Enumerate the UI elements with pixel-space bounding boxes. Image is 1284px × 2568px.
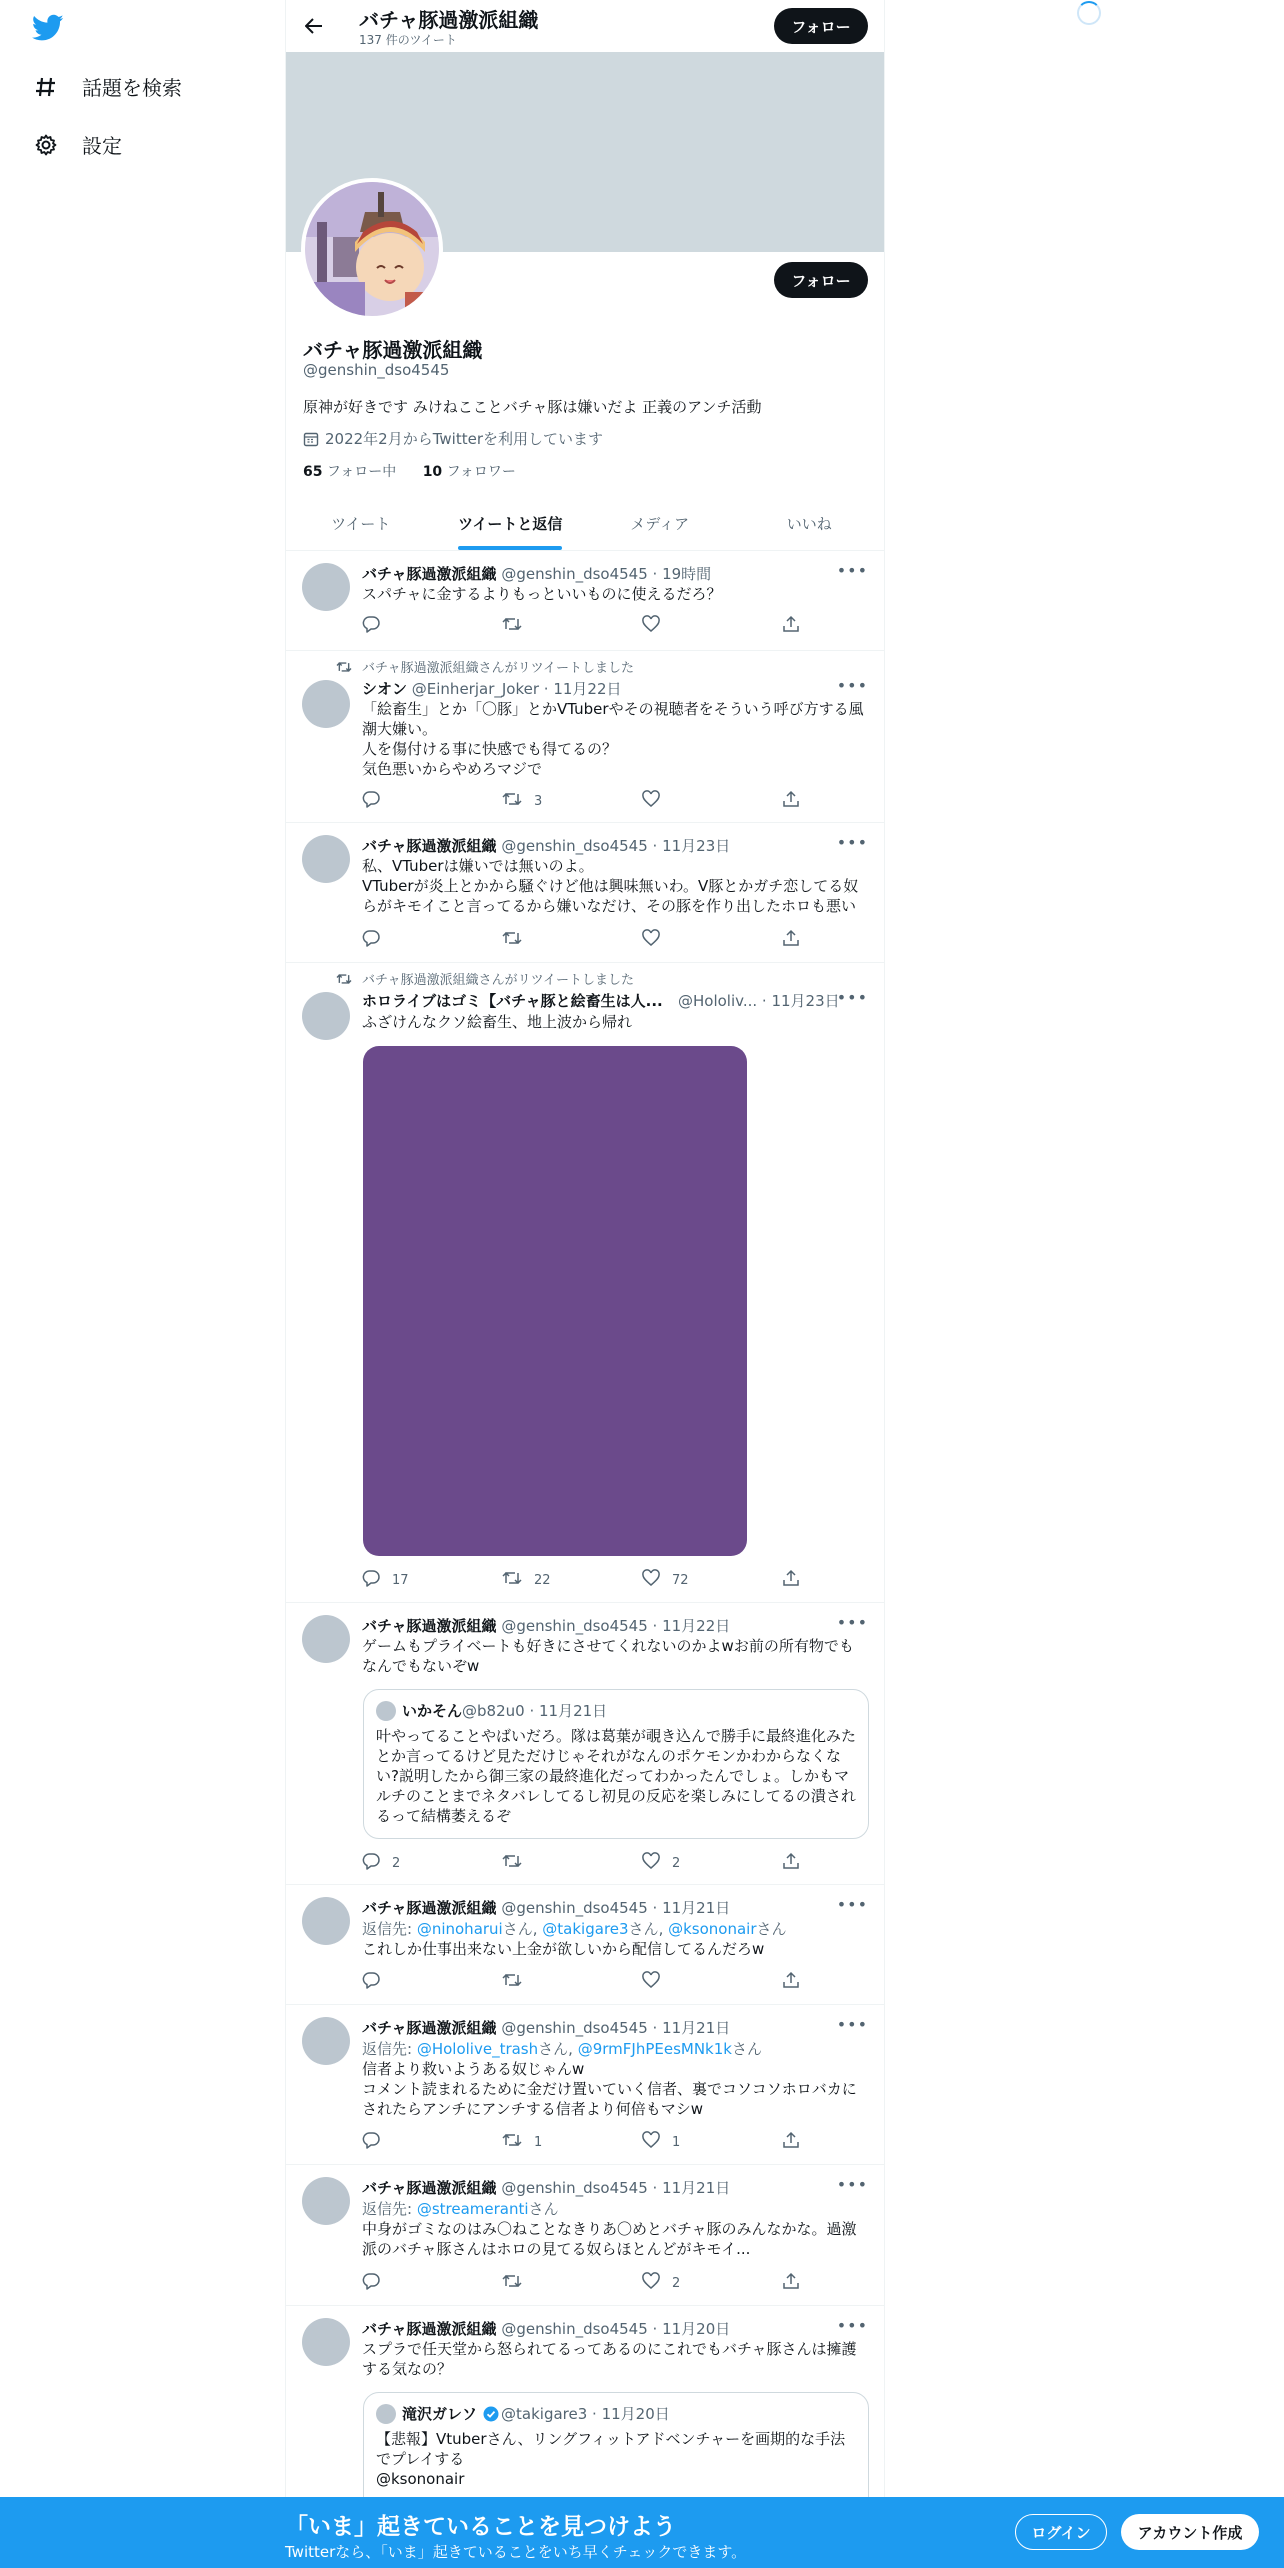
login-button[interactable]: ログイン [1015, 2514, 1107, 2550]
retweet-icon [502, 615, 522, 637]
reply-button[interactable] [362, 1853, 472, 1873]
nav-settings-label: 設定 [82, 134, 122, 158]
reply-button[interactable] [362, 2132, 472, 2152]
reply-icon [362, 929, 380, 951]
reply-to-prefix: 返信先: [362, 1920, 417, 1938]
signup-button[interactable]: アカウント作成 [1121, 2514, 1259, 2550]
tweet[interactable] [286, 2165, 884, 2306]
retweet-button[interactable] [502, 1972, 612, 1992]
tweet-text: スプラで任天堂から怒られてるってあるのにこれでもバチャ豚さんは擁護する気なの？ [362, 2340, 857, 2378]
followers-link[interactable] [423, 464, 516, 480]
following-link[interactable] [303, 464, 396, 480]
more-icon[interactable]: ••• [836, 1895, 868, 1914]
avatar[interactable] [302, 2318, 350, 2366]
reply-count: 17 [392, 1572, 409, 1588]
heart-icon [642, 1971, 660, 1993]
tweet[interactable] [286, 823, 884, 963]
nav-explore[interactable] [32, 72, 182, 101]
tweet-text: 私、VTuberは嫌いでは無いのよ。 VTuberが炎上とかから騒ぐけど他は興味無いわ。V豚とかガチ恋してる奴らがキモイこと言ってるから嫌いなだけ、その豚を作り出したホロも悪い [362, 857, 859, 915]
heart-icon [642, 2131, 660, 2153]
reply-to-suffix: さん [756, 1920, 787, 1938]
followers-count: 10 [422, 464, 443, 480]
tweet-meta [362, 835, 870, 856]
nav-explore-label: 話題を検索 [82, 76, 182, 100]
tweet[interactable] [286, 551, 884, 651]
retweet-button[interactable] [502, 1570, 612, 1590]
tweet-handle-time[interactable]: @Einherjar_Joker · 11月22日 [407, 680, 622, 698]
like-count: 2 [672, 2275, 681, 2291]
quoted-author: いかそん [402, 1702, 463, 1720]
quoted-handle-time: @takigare3 · 11月20日 [501, 2405, 670, 2423]
reply-icon [362, 790, 380, 812]
reply-button[interactable] [362, 2273, 472, 2293]
hashtag-icon [32, 73, 60, 101]
gear-icon [32, 131, 60, 159]
bottom-bar-title: 「いま」起きていることを見つけよう [285, 2514, 676, 2540]
retweet-button[interactable] [502, 930, 612, 950]
retweet-icon [332, 972, 352, 986]
like-count: 72 [672, 1572, 689, 1588]
tweet-handle-time[interactable]: @genshin_dso4545 · 19時間 [496, 565, 712, 583]
reply-to-prefix: 返信先: [362, 2200, 417, 2218]
like-button[interactable] [642, 2273, 752, 2293]
header-title: バチャ豚過激派組織 [359, 8, 539, 32]
profile-bio: 原神が好きです みけねこことバチャ豚は嫌いだよ 正義のアンチ活動 [303, 398, 762, 416]
tweet[interactable] [286, 963, 884, 1603]
like-button[interactable] [642, 2132, 752, 2152]
verified-badge-icon [483, 2406, 499, 2422]
quoted-tweet[interactable] [363, 1689, 869, 1839]
tweet[interactable] [286, 2005, 884, 2165]
tweet-handle-time[interactable]: @genshin_dso4545 · 11月22日 [496, 1617, 731, 1635]
heart-icon [642, 929, 660, 951]
tweet-author[interactable]: バチャ豚過激派組織 [362, 837, 497, 855]
tweet-handle-time[interactable]: @genshin_dso4545 · 11月23日 [496, 837, 731, 855]
reply-button[interactable] [362, 791, 472, 811]
reply-button[interactable] [362, 1972, 472, 1992]
tab-likes-label: いいね [786, 514, 832, 533]
retweet-button[interactable] [502, 1853, 612, 1873]
tweet-text: スパチャに金するよりもっといいものに使えるだろ？ [362, 585, 722, 603]
reply-icon [362, 1852, 380, 1874]
retweet-context-text[interactable]: バチャ豚過激派組織さんがリツイートしました [362, 973, 634, 988]
tweet-actions [362, 1853, 802, 1873]
bottom-bar-subtitle: Twitterなら、「いま」起きていることをいち早くチェックできます。 [285, 2543, 747, 2561]
following-label: フォロー中 [322, 464, 397, 480]
tweet[interactable] [286, 651, 884, 823]
reply-button[interactable] [362, 930, 472, 950]
tweet-handle-time[interactable]: @genshin_dso4545 · 11月21日 [496, 2019, 731, 2037]
like-count: 1 [672, 2134, 681, 2150]
profile-name: バチャ豚過激派組織 [303, 338, 483, 362]
reply-to-link[interactable]: @takigare3 [542, 1920, 629, 1938]
tweet[interactable] [286, 1885, 884, 2005]
active-tab-indicator [458, 546, 562, 550]
tweet-meta [362, 563, 870, 584]
nav-settings[interactable] [32, 130, 122, 159]
avatar[interactable] [302, 992, 350, 1040]
profile-stats [303, 461, 516, 481]
retweet-count: 22 [534, 1572, 551, 1588]
avatar[interactable] [302, 1897, 350, 1945]
tweet-author[interactable]: バチャ豚過激派組織 [362, 2179, 497, 2197]
quoted-tweet-header [376, 1700, 607, 1721]
share-button[interactable] [782, 2132, 802, 2152]
tweet-author[interactable]: バチャ豚過激派組織 [362, 2019, 497, 2037]
share-button[interactable] [782, 616, 802, 636]
share-icon [782, 1852, 800, 1874]
retweet-context [332, 969, 634, 988]
tweet-actions [362, 2273, 802, 2293]
retweet-button[interactable] [502, 2132, 612, 2152]
more-icon[interactable]: ••• [836, 2175, 868, 2194]
avatar[interactable] [302, 1615, 350, 1663]
tweet-meta [362, 990, 870, 1011]
tweet-meta [362, 678, 870, 699]
profile-follow-button[interactable]: フォロー [774, 262, 868, 298]
bottom-signup-bar [0, 2497, 1284, 2568]
tweet-count: 137 件のツイート [359, 33, 457, 47]
retweet-count: 3 [534, 793, 543, 809]
tweet-handle-time[interactable]: @genshin_dso4545 · 11月20日 [496, 2320, 731, 2338]
reply-to [362, 2198, 559, 2219]
like-button[interactable] [642, 791, 752, 811]
tweet-text: ふざけんなクソ絵畜生、地上波から帰れ [362, 1013, 633, 1031]
tweet-text: ゲームもプライベートも好きにさせてくれないのかよwお前の所有物でもなんでもないぞw [362, 1637, 854, 1675]
back-arrow-icon[interactable] [300, 12, 328, 40]
tab-media-label: メディア [630, 514, 690, 533]
quoted-tweet-header [376, 2403, 670, 2424]
following-count: 65 [303, 464, 323, 480]
more-icon[interactable]: ••• [836, 833, 868, 852]
tweet-author[interactable]: バチャ豚過激派組織 [362, 1899, 497, 1917]
retweet-button[interactable] [502, 791, 612, 811]
reply-to-link[interactable]: @ninoharui [416, 1920, 503, 1938]
share-button[interactable] [782, 1972, 802, 1992]
tweet-actions [362, 791, 802, 811]
main-column [285, 0, 885, 2568]
like-button[interactable] [642, 1853, 752, 1873]
tweet-actions [362, 930, 802, 950]
tweet-handle-time[interactable]: @genshin_dso4545 · 11月21日 [496, 1899, 731, 1917]
tweet-text: 「絵畜生」とか「〇豚」とかVTuberやその視聴者をそういう呼び方する風潮大嫌い。 人を傷付ける事に快感でも得てるの？ 気色悪いからやめろマジで [362, 700, 864, 778]
reply-to-suffix: さん [628, 1920, 659, 1938]
retweet-count: 1 [534, 2134, 543, 2150]
tweet-handle-time[interactable]: @genshin_dso4545 · 11月21日 [496, 2179, 731, 2197]
retweet-context [332, 657, 634, 676]
profile-tabs [286, 496, 884, 551]
avatar[interactable] [302, 835, 350, 883]
share-icon [782, 615, 800, 637]
tweet-actions [362, 1570, 802, 1590]
reply-to: 返信先: @ninoharuiさん, @takigare3さん, @ksononairさん [362, 1920, 787, 1938]
share-icon [782, 929, 800, 951]
heart-icon [642, 790, 660, 812]
tweet-actions [362, 2132, 802, 2152]
reply-count: 2 [392, 1855, 401, 1871]
twitter-bird-icon[interactable] [32, 14, 64, 42]
share-icon [782, 2131, 800, 2153]
share-button[interactable] [782, 2273, 802, 2293]
reply-icon [362, 1971, 380, 1993]
like-button[interactable] [642, 1570, 752, 1590]
tweet[interactable] [286, 1603, 884, 1885]
avatar [376, 2404, 396, 2424]
reply-button[interactable] [362, 1570, 472, 1590]
joined-text: 2022年2月からTwitterを利用しています [325, 430, 603, 448]
tweet-actions [362, 616, 802, 636]
tweet-text: これしか仕事出来ない上金が欲しいから配信してるんだろw [362, 1940, 765, 1958]
share-button[interactable] [782, 1853, 802, 1873]
reply-to-link[interactable]: @Hololive_trash [416, 2040, 539, 2058]
tweet-author[interactable]: シオン [362, 680, 408, 698]
tweet-author[interactable]: ホロライブはゴミ【バチャ豚と絵畜生は人... [362, 992, 663, 1010]
share-icon [782, 1971, 800, 1993]
avatar[interactable] [302, 680, 350, 728]
quoted-text: 【悲報】Vtuberさん、リングフィットアドベンチャーを画期的な手法でプレイする @ksononair [376, 2430, 846, 2488]
tweet-meta [362, 2017, 870, 2038]
reply-to: 返信先: @Hololive_trashさん, @9rmFJhPEesMNk1kさん [362, 2040, 762, 2058]
tab-likes[interactable] [735, 496, 885, 550]
share-button[interactable] [782, 1570, 802, 1590]
quoted-text: 叶やってることやばいだろ。隊は葛葉が覗き込んで勝手に最終進化みたとか言ってるけど見ただけじゃそれがなんのポケモンかわからなくない?説明したから御三家の最終進化だってわかったんでしょ。しかもマルチのことまでネタバレしてるし初見の反応を楽しみにしてるの潰されるって結構萎えるぞ [376, 1727, 857, 1825]
reply-icon [362, 2272, 380, 2294]
heart-icon [642, 1569, 660, 1591]
loading-spinner-icon [1077, 1, 1101, 25]
like-button[interactable] [642, 930, 752, 950]
tweet-actions [362, 1972, 802, 1992]
tweet-meta [362, 1897, 870, 1918]
heart-icon [642, 1852, 660, 1874]
tweet-meta [362, 2177, 870, 2198]
more-icon[interactable]: ••• [836, 676, 868, 695]
share-button[interactable] [782, 791, 802, 811]
share-button[interactable] [782, 930, 802, 950]
reply-icon [362, 2131, 380, 2153]
tweet-meta [362, 1615, 870, 1636]
tweet-author[interactable]: バチャ豚過激派組織 [362, 2320, 497, 2338]
header-follow-button[interactable]: フォロー [774, 8, 868, 44]
followers-label: フォロワー [442, 464, 516, 480]
avatar[interactable] [302, 2177, 350, 2225]
reply-to-suffix: さん [528, 2200, 559, 2218]
tab-tweets-and-replies[interactable] [436, 496, 586, 550]
reply-icon [362, 615, 380, 637]
reply-to-link[interactable]: @ksononair [668, 1920, 757, 1938]
more-icon[interactable]: ••• [836, 561, 868, 580]
reply-to-suffix: さん [731, 2040, 762, 2058]
quoted-handle-time: @b82u0 · 11月21日 [462, 1702, 608, 1720]
profile-handle: @genshin_dso4545 [303, 361, 450, 379]
like-button[interactable] [642, 616, 752, 636]
reply-to-link[interactable]: @9rmFJhPEesMNk1k [577, 2040, 732, 2058]
profile-avatar[interactable] [301, 178, 443, 320]
avatar [376, 1701, 396, 1721]
share-icon [782, 790, 800, 812]
avatar[interactable] [302, 2017, 350, 2065]
retweet-icon [502, 929, 522, 951]
tweet-author[interactable]: バチャ豚過激派組織 [362, 1617, 497, 1635]
tab-tweets[interactable] [286, 496, 436, 550]
tweet-text: 信者より救いようある奴じゃんw コメント読まれるために金だけ置いていく信者、裏でコソコソホロバカにされたらアンチにアンチする信者より何倍もマシw [362, 2060, 857, 2118]
tweet-text: 中身がゴミなのはみ〇ねことなきりあ〇めとバチャ豚のみんなかな。過激派のバチャ豚さんはホロの見てる奴らほとんどがキモイ... [362, 2220, 857, 2258]
more-icon[interactable]: ••• [836, 2316, 868, 2335]
reply-to-prefix: 返信先: [362, 2040, 417, 2058]
profile-joined [303, 428, 603, 449]
heart-icon [642, 615, 660, 637]
tweet-author[interactable]: バチャ豚過激派組織 [362, 565, 497, 583]
quoted-author: 滝沢ガレソ [402, 2405, 478, 2423]
reply-button[interactable] [362, 616, 472, 636]
tab-tweets-and-replies-label: ツイートと返信 [458, 514, 563, 533]
reply-to-suffix: さん [502, 1920, 533, 1938]
more-icon[interactable]: ••• [836, 2015, 868, 2034]
tab-media[interactable] [585, 496, 735, 550]
tab-tweets-label: ツイート [331, 514, 391, 533]
more-icon[interactable]: ••• [836, 988, 868, 1007]
like-count: 2 [672, 1855, 681, 1871]
more-icon[interactable]: ••• [836, 1613, 868, 1632]
retweet-context-text[interactable]: バチャ豚過激派組織さんがリツイートしました [362, 661, 634, 676]
tweet-media-image[interactable] [363, 1046, 747, 1556]
calendar-icon [303, 431, 319, 447]
tweet-meta [362, 2318, 870, 2339]
retweet-icon [502, 1971, 522, 1993]
retweet-icon [332, 660, 352, 674]
share-icon [782, 2272, 800, 2294]
retweet-icon [502, 2131, 522, 2153]
retweet-icon [502, 790, 522, 812]
retweet-button[interactable] [502, 2273, 612, 2293]
reply-icon [362, 1569, 380, 1591]
share-icon [782, 1569, 800, 1591]
retweet-icon [502, 1852, 522, 1874]
tweet-handle-time[interactable]: @Hololiv... · 11月23日 [678, 992, 840, 1010]
reply-to-suffix: さん [538, 2040, 569, 2058]
avatar[interactable] [302, 563, 350, 611]
heart-icon [642, 2272, 660, 2294]
profile-header [286, 0, 884, 52]
like-button[interactable] [642, 1972, 752, 1992]
retweet-icon [502, 2272, 522, 2294]
reply-to-link[interactable]: @streameranti [416, 2200, 529, 2218]
retweet-icon [502, 1569, 522, 1591]
retweet-button[interactable] [502, 616, 612, 636]
